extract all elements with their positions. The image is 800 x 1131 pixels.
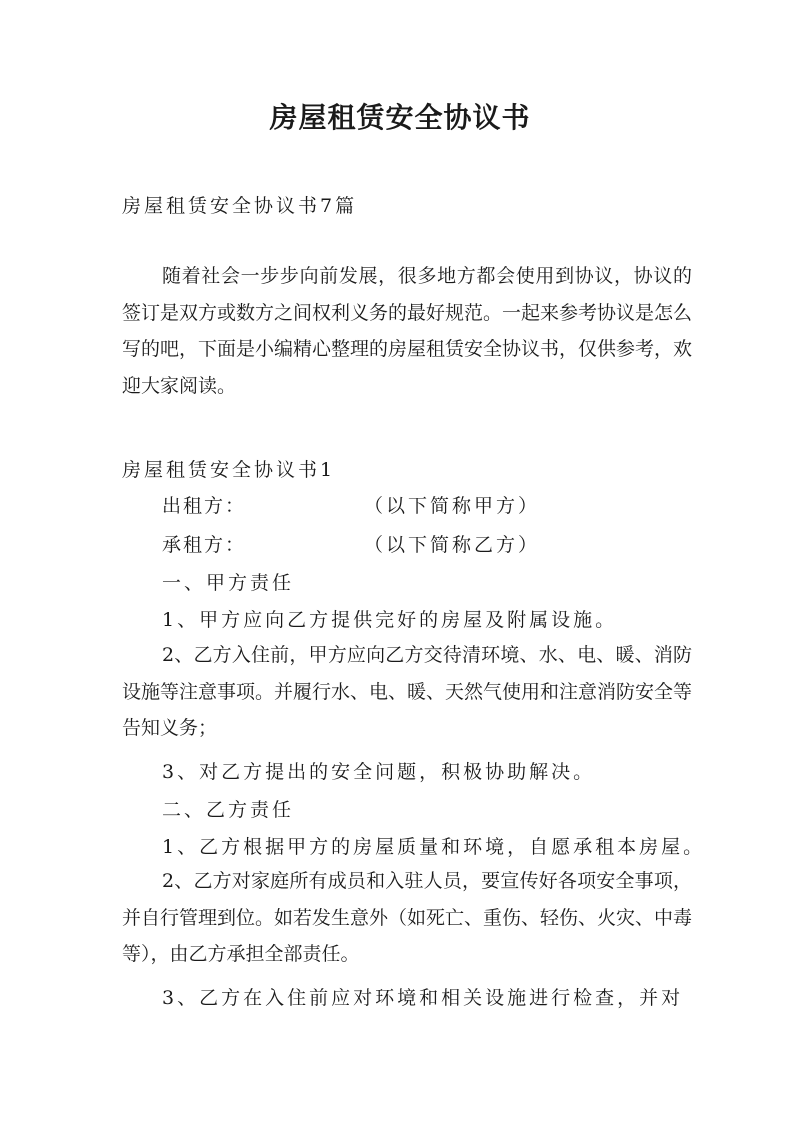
clause-b1: 1、乙方根据甲方的房屋质量和环境，自愿承租本房屋。 (162, 836, 706, 858)
document-title: 房屋租赁安全协议书 (269, 101, 531, 134)
part-a-heading: 一、甲方责任 (162, 572, 295, 594)
clause-a1: 1、甲方应向乙方提供完好的房屋及附属设施。 (162, 609, 618, 631)
document-subtitle: 房屋租赁安全协议书7篇 (122, 195, 358, 217)
lessee-label: 承租方： (162, 534, 247, 556)
clause-b2: 2、乙方对家庭所有成员和入驻人员，要宣传好各项安全事项，并自行管理到位。如若发生意外（如死亡、重伤、轻伤、火灾、中毒等），由乙方承担全部责任。 (122, 870, 693, 965)
lessee-note: （以下简称乙方） (364, 534, 541, 556)
clause-a3: 3、对乙方提出的安全问题，积极协助解决。 (162, 761, 596, 783)
intro-paragraph: 随着社会一步步向前发展，很多地方都会使用到协议，协议的签订是双方或数方之间权利义务的最好规范。一起来参考协议是怎么写的吧，下面是小编精心整理的房屋租赁安全协议书，仅供参考，欢迎大家阅读。 (122, 265, 693, 397)
clause-a2: 2、乙方入住前，甲方应向乙方交待清环境、水、电、暖、消防设施等注意事项。并履行水、电、暖、天然气使用和注意消防安全等告知义务； (122, 644, 693, 739)
lessor-note: （以下简称甲方） (364, 495, 541, 517)
clause-b3: 3、乙方在入住前应对环境和相关设施进行检查，并对 (162, 987, 684, 1009)
part-b-heading: 二、乙方责任 (162, 799, 295, 821)
lessor-label: 出租方： (162, 495, 247, 517)
section-heading: 房屋租赁安全协议书1 (122, 459, 336, 481)
